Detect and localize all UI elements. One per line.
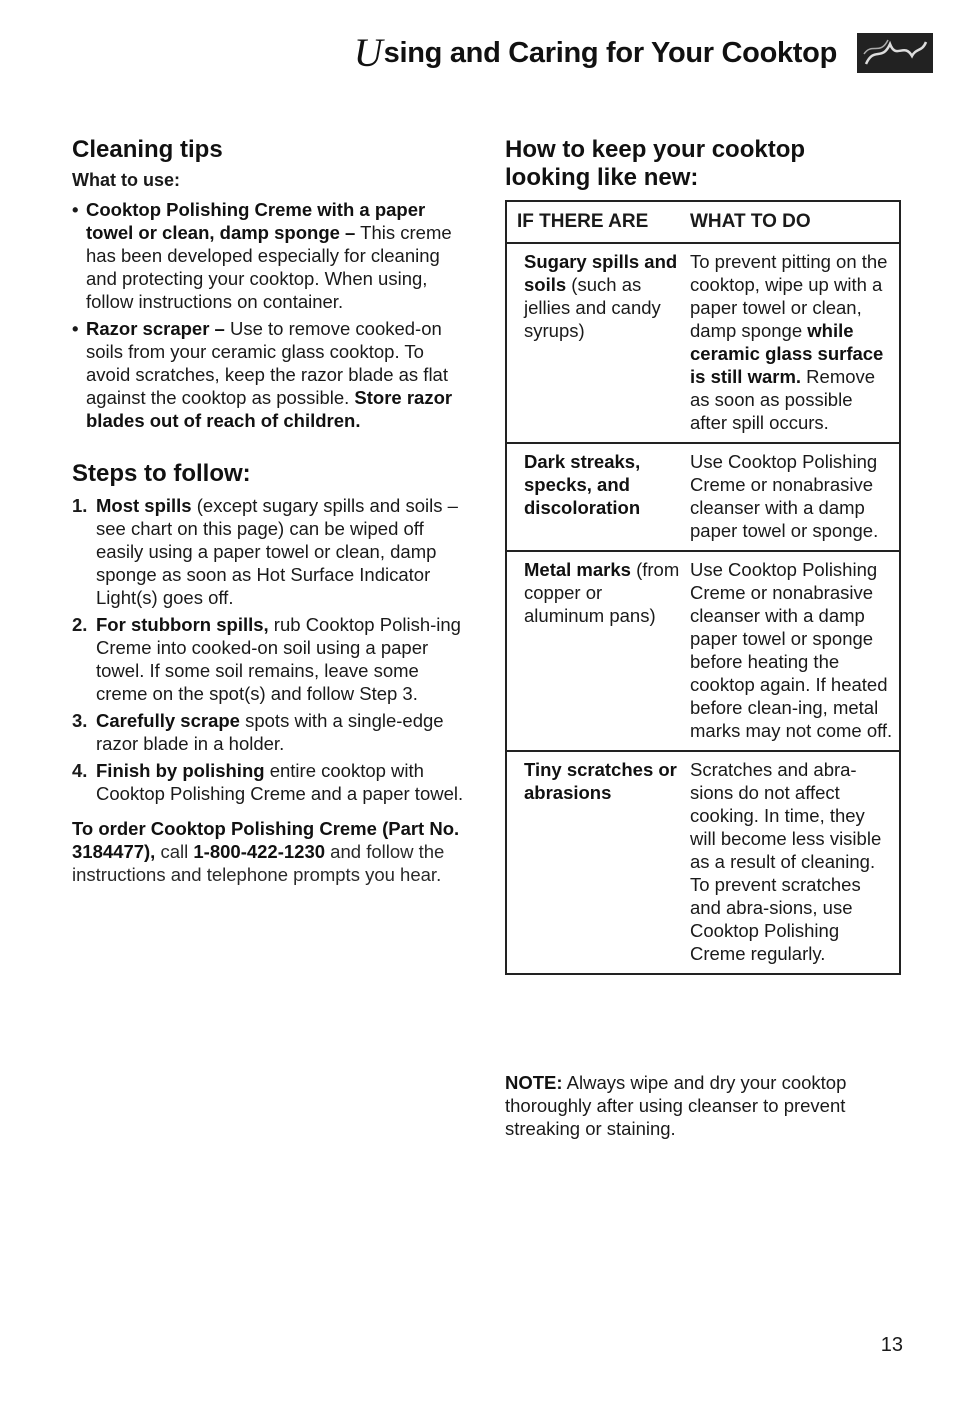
cell-bold: Metal marks (524, 559, 631, 580)
table-cell (690, 250, 899, 434)
step-number: 1. (72, 495, 88, 516)
cell-text: Use Cooktop Polishing Creme or nonabrasive cleanser with a damp paper towel or sponge. (690, 451, 879, 541)
bullet-icon: • (72, 199, 79, 220)
step-number: 4. (72, 760, 88, 781)
steps-title: Steps to follow: (72, 460, 251, 487)
step-item (72, 613, 472, 705)
table-cell (507, 558, 690, 742)
step-number: 3. (72, 710, 88, 731)
keep-new-title-line2: looking like new: (505, 164, 699, 191)
step-bold: Carefully scrape (96, 710, 240, 731)
step-text: spots with a single-edge razor blade in a holder. (96, 710, 444, 754)
bullet-text: Use to remove cooked-on soils from your ceramic glass cooktop. To avoid scratches, keep the razor blade as flat against the cooktop as possible. (86, 318, 448, 408)
cell-bold: while ceramic glass surface is still warm. (690, 320, 884, 387)
note-label: NOTE: (505, 1072, 563, 1093)
header-title: sing and Caring for Your Cooktop (383, 36, 837, 69)
cleaning-tips-title: Cleaning tips (72, 136, 223, 163)
list-item (72, 317, 472, 432)
cell-text: Use Cooktop Polishing Creme or nonabrasive cleanser with a damp paper towel or sponge before heating the cooktop again. If heated before clean-ing, metal marks may not come off. (690, 559, 893, 741)
order-info (72, 817, 472, 886)
what-to-use-list (72, 198, 472, 432)
step-text: rub Cooktop Polish-ing Creme into cooked-on soil using a paper towel. If some soil remains, leave some creme on the spot(s) and follow Step 3. (96, 614, 461, 704)
step-text: entire cooktop with Cooktop Polishing Creme and a paper towel. (96, 760, 464, 804)
step-item (72, 494, 472, 609)
right-column (505, 136, 905, 192)
bullet-bold-tail: Store razor blades out of reach of children. (86, 387, 453, 431)
table-cell (507, 758, 690, 965)
table-row (507, 444, 899, 552)
step-bold: Most spills (96, 495, 192, 516)
note-paragraph (505, 1071, 895, 1140)
cleaning-chart-table (505, 200, 901, 975)
bullet-bold: Razor scraper – (86, 318, 225, 339)
order-text-tail: and follow the instructions and telephone prompts you hear. (72, 841, 445, 885)
table-row (507, 752, 899, 973)
cell-bold: Dark streaks, specks, and discoloration (524, 451, 641, 518)
page-number: 13 (880, 1334, 903, 1356)
table-cell (690, 558, 899, 742)
keep-new-title-line1: How to keep your cooktop (505, 136, 806, 163)
cell-text-tail: Remove as soon as possible after spill occurs. (690, 366, 876, 433)
table-cell (690, 450, 899, 542)
what-to-use-label: What to use: (72, 170, 180, 190)
left-column (72, 136, 472, 886)
step-item (72, 709, 472, 755)
table-cell (507, 250, 690, 434)
cell-text: Scratches and abra-sions do not affect cooking. In time, they will become less visible as a result of cleaning. To prevent scratches and abra-sions, use Cooktop Polishing Creme regularly. (690, 759, 882, 964)
table-cell (690, 758, 899, 965)
table-row (507, 244, 899, 444)
order-phone: 1-800-422-1230 (193, 841, 326, 862)
cell-bold: Tiny scratches or abrasions (524, 759, 677, 803)
order-bold: To order Cooktop Polishing Creme (Part No. 3184477), (72, 818, 460, 862)
bullet-text: This creme has been developed especially for cleaning and protecting your cooktop. When using, follow instructions on container. (86, 222, 452, 312)
order-text: call (155, 841, 194, 862)
table-row (507, 552, 899, 752)
step-item (72, 759, 472, 805)
header-title-initial: U (353, 30, 383, 75)
cell-text: To prevent pitting on the cooktop, wipe up with a paper towel or clean, damp sponge (690, 251, 888, 341)
step-bold: Finish by polishing (96, 760, 265, 781)
list-item (72, 198, 472, 313)
step-text: (except sugary spills and soils – see chart on this page) can be wiped off easily using a paper towel or clean, damp sponge as soon as Hot Surface Indicator Light(s) goes off. (96, 495, 458, 608)
table-header (507, 202, 899, 244)
cell-bold: Sugary spills and soils (524, 251, 678, 295)
table-cell (507, 450, 690, 542)
step-number: 2. (72, 614, 88, 635)
steps-list (72, 494, 472, 805)
cell-text: (from copper or aluminum pans) (524, 559, 680, 626)
table-header-cell: WHAT TO DO (690, 211, 811, 232)
table-header-cell: IF THERE ARE (517, 211, 649, 232)
note-text: Always wipe and dry your cooktop thoroughly after using cleanser to prevent streaking or staining. (505, 1072, 847, 1139)
cell-text: (such as jellies and candy syrups) (524, 274, 661, 341)
bullet-bold: Cooktop Polishing Creme with a paper towel or clean, damp sponge – (86, 199, 426, 243)
step-bold: For stubborn spills, (96, 614, 269, 635)
bullet-icon: • (72, 318, 79, 339)
cooktop-logo-icon (857, 33, 933, 73)
page-header (354, 28, 933, 78)
